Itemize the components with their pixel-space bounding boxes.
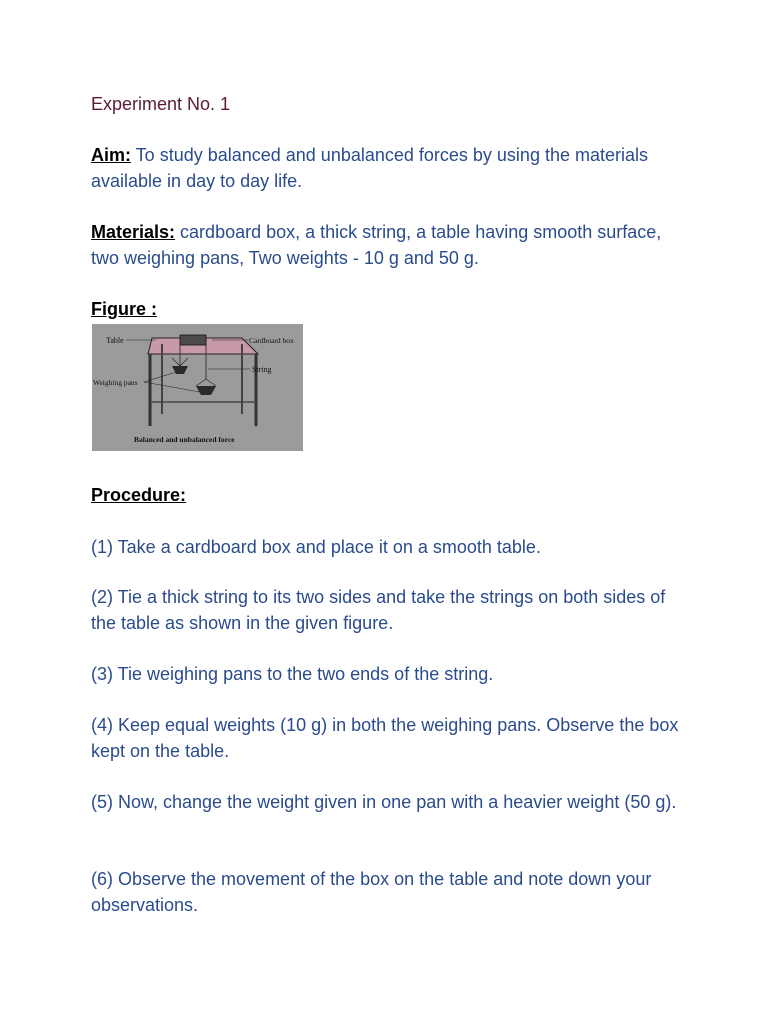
procedure-heading: Procedure: xyxy=(91,485,187,505)
aim-paragraph xyxy=(91,143,691,194)
materials-label: Materials: xyxy=(91,222,176,242)
page-title: Experiment No. 1 xyxy=(91,94,231,114)
figure-label-cardboard-box: Cardboard box xyxy=(249,336,294,345)
procedure-step: (2) Tie a thick string to its two sides and take the strings on both sides of the table as shown in the given figure. xyxy=(91,587,666,633)
aim-label: Aim: xyxy=(91,145,131,165)
table-setup-illustration xyxy=(92,324,303,451)
aim-text: To study balanced and unbalanced forces by using the materials available in day to day life. xyxy=(91,145,648,191)
figure-label-weighing-pans: Weighing pans xyxy=(93,378,138,387)
procedure-step: (5) Now, change the weight given in one pan with a heavier weight (50 g). xyxy=(91,792,677,812)
cardboard-box-shape xyxy=(180,335,206,345)
figure-label-string: String xyxy=(252,365,272,374)
figure-label-table: Table xyxy=(106,336,124,345)
experiment-figure xyxy=(92,324,303,451)
procedure-step: (4) Keep equal weights (10 g) in both the weighing pans. Observe the box kept on the table. xyxy=(91,715,679,761)
figure-heading: Figure : xyxy=(91,299,157,319)
procedure-step: (3) Tie weighing pans to the two ends of the string. xyxy=(91,664,494,684)
procedure-step: (6) Observe the movement of the box on the table and note down your observations. xyxy=(91,869,652,915)
figure-caption: Balanced and unbalanced force xyxy=(134,435,235,444)
materials-paragraph xyxy=(91,220,691,271)
materials-text: cardboard box, a thick string, a table having smooth surface, two weighing pans, Two weights - 10 g and 50 g. xyxy=(91,222,662,268)
procedure-step: (1) Take a cardboard box and place it on a smooth table. xyxy=(91,537,541,557)
